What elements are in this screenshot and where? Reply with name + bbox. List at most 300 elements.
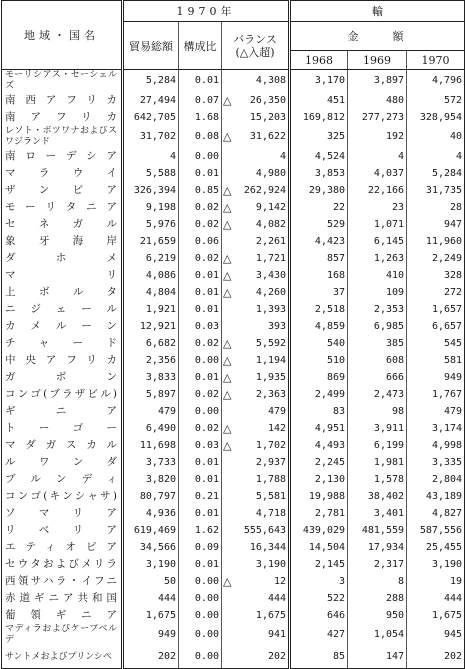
trade-total-cell: 444 (157, 593, 176, 604)
deficit-marker: △ (223, 371, 232, 384)
amount-1970-cell: 572 (407, 92, 465, 109)
amount-1968-cell: 857 (326, 253, 346, 264)
amount-1970-cell: 3,174 (407, 420, 465, 437)
amount-1968-cell: 2,518 (314, 304, 346, 315)
share-cell: 0.09 (179, 539, 222, 556)
deficit-marker: △ (223, 337, 232, 350)
balance-cell (222, 126, 290, 148)
amount-1969-cell: 8 (348, 573, 407, 590)
region-header (2, 1, 123, 70)
amount-1969-cell: 1,981 (348, 454, 407, 471)
country-name: レソト・ボツワナおよびスワジランド (2, 126, 123, 148)
table-row (2, 437, 465, 454)
amount-1969-cell: 98 (348, 403, 407, 420)
table-row (2, 335, 465, 352)
country-name: ブルンディ (2, 471, 123, 488)
amount-1969-cell: 1,263 (348, 250, 407, 267)
balance-value: 479 (267, 406, 287, 417)
balance-value: 12 (273, 576, 287, 587)
trade-total-cell: 11,698 (139, 440, 176, 451)
balance-value: 1,788 (255, 474, 287, 485)
amount-1969-cell: 147 (348, 646, 407, 669)
balance-cell (222, 386, 290, 403)
amount-1968-cell: 2,499 (314, 389, 346, 400)
trade-total-cell: 642,705 (133, 112, 176, 123)
country-name: コンゴ(ブラザビル) (2, 386, 123, 403)
year-1969-header (348, 51, 407, 70)
share-cell: 0.00 (179, 607, 222, 624)
trade-total-cell: 31,702 (139, 131, 176, 142)
trade-total-cell: 326,394 (133, 185, 176, 196)
amount-1968-cell: 3 (339, 576, 346, 587)
amount-1969-cell: 2,317 (348, 556, 407, 573)
country-name: マダガスカル (2, 437, 123, 454)
table-row (2, 109, 465, 126)
amount-1969-cell: 608 (348, 352, 407, 369)
deficit-marker: △ (223, 269, 232, 282)
year-group-label: 1970年 (176, 5, 236, 18)
amount-1970-cell: 545 (407, 335, 465, 352)
balance-cell (222, 216, 290, 233)
amount-1970-cell: 4 (407, 148, 465, 165)
trade-total-cell: 3,820 (145, 474, 176, 485)
share-cell: 0.00 (179, 590, 222, 607)
trade-table (1, 0, 465, 669)
country-name: カメルーン (2, 318, 123, 335)
country-name: ギニア (2, 403, 123, 420)
country-name: ソマリア (2, 505, 123, 522)
amount-1970-cell: 28 (407, 199, 465, 216)
share-cell: 0.21 (179, 488, 222, 505)
country-name: トーゴー (2, 420, 123, 437)
amount-1970-cell: 4,998 (407, 437, 465, 454)
table-row (2, 250, 465, 267)
balance-value: 31,622 (249, 131, 287, 142)
trade-total-cell: 4 (169, 151, 176, 162)
share-cell: 0.01 (179, 369, 222, 386)
trade-total-cell: 3,733 (145, 457, 176, 468)
amount-1968-cell: 4,493 (314, 440, 346, 451)
deficit-marker: △ (223, 575, 232, 588)
amount-1970-cell: 587,556 (407, 522, 465, 539)
balance-cell (222, 352, 290, 369)
amount-1968-cell: 869 (326, 372, 346, 383)
share-cell: 0.02 (179, 420, 222, 437)
amount-1969-cell: 3,897 (348, 70, 407, 93)
amount-1968-cell: 540 (326, 338, 346, 349)
share-cell: 0.08 (179, 126, 222, 148)
country-name: 赤道ギニア共和国 (2, 590, 123, 607)
table-row (2, 369, 465, 386)
share-cell: 0.01 (179, 505, 222, 522)
amount-1968-cell: 2,130 (314, 474, 346, 485)
amount-1970-cell: 31,735 (407, 182, 465, 199)
table-row (2, 267, 465, 284)
balance-cell (222, 590, 290, 607)
amount-1970-cell: 43,189 (407, 488, 465, 505)
table-row (2, 607, 465, 624)
amount-1968-cell: 85 (290, 646, 348, 669)
balance-cell (222, 556, 290, 573)
balance-value: 4,980 (255, 168, 287, 179)
amount-1969-cell: 2,473 (348, 386, 407, 403)
balance-value: 4,082 (255, 219, 287, 230)
table-row (2, 148, 465, 165)
import-group-header (290, 1, 465, 22)
amount-1970-cell: 40 (407, 126, 465, 148)
share-cell: 0.02 (179, 216, 222, 233)
table-row (2, 301, 465, 318)
year-1970-label: 1970 (421, 53, 450, 67)
balance-value: 5,592 (255, 338, 287, 349)
balance-value: 393 (267, 321, 287, 332)
amount-1968-cell: 2,245 (314, 457, 346, 468)
balance-value: 444 (267, 593, 287, 604)
deficit-marker: △ (223, 388, 232, 401)
amount-1970-cell: 4,827 (407, 505, 465, 522)
amount-1968-cell: 529 (326, 219, 346, 230)
amount-1969-cell: 109 (348, 284, 407, 301)
balance-cell (222, 233, 290, 250)
share-cell: 0.01 (179, 301, 222, 318)
table-row (2, 420, 465, 437)
amount-1969-cell: 17,934 (348, 539, 407, 556)
deficit-marker: △ (223, 354, 232, 367)
share-cell: 0.01 (179, 267, 222, 284)
amount-1969-cell: 1,578 (348, 471, 407, 488)
balance-cell (222, 403, 290, 420)
deficit-marker: △ (223, 184, 232, 197)
trade-total-label: 貿易総額 (129, 39, 173, 53)
balance-cell (222, 369, 290, 386)
amount-1970-cell: 947 (407, 216, 465, 233)
amount-1968-cell: 2,145 (314, 559, 346, 570)
year-1968-header (290, 51, 348, 70)
amount-1969-cell: 1,071 (348, 216, 407, 233)
amount-1969-cell: 385 (348, 335, 407, 352)
balance-value: 1,721 (255, 253, 287, 264)
share-cell: 0.00 (179, 403, 222, 420)
amount-1969-cell: 4 (348, 148, 407, 165)
deficit-marker: △ (223, 94, 232, 107)
table-row (2, 386, 465, 403)
table-row (2, 403, 465, 420)
import-group-label: 輸 (372, 5, 384, 18)
share-cell: 0.01 (179, 454, 222, 471)
table-row (2, 182, 465, 199)
amount-1970-cell: 11,960 (407, 233, 465, 250)
country-name: 南アフリカ (2, 109, 123, 126)
amount-1968-cell: 427 (326, 629, 346, 640)
amount-1969-cell: 4,037 (348, 165, 407, 182)
trade-total-cell: 50 (163, 576, 176, 587)
country-name: モーリタニア (2, 199, 123, 216)
trade-total-cell: 5,976 (145, 219, 176, 230)
country-name: モーリシアス・セーシェルズ (2, 70, 123, 93)
balance-cell (222, 301, 290, 318)
deficit-marker: △ (223, 130, 232, 143)
share-cell: 0.00 (179, 352, 222, 369)
balance-value: 4,260 (255, 287, 287, 298)
amount-1968-cell: 4,859 (314, 321, 346, 332)
share-cell: 0.01 (179, 556, 222, 573)
table-row (2, 352, 465, 369)
balance-value: 2,363 (255, 389, 287, 400)
balance-value: 3,190 (255, 559, 287, 570)
amount-1969-cell: 3,401 (348, 505, 407, 522)
amount-1969-cell: 6,145 (348, 233, 407, 250)
amount-1970-cell: 949 (407, 369, 465, 386)
amount-1969-cell: 666 (348, 369, 407, 386)
amount-1968-cell: 83 (332, 406, 346, 417)
amount-1968-cell: 37 (332, 287, 346, 298)
balance-cell (222, 250, 290, 267)
balance-cell (222, 335, 290, 352)
trade-total-cell: 5,284 (145, 75, 176, 86)
amount-1969-cell: 950 (348, 607, 407, 624)
amount-1970-cell: 1,657 (407, 301, 465, 318)
balance-value: 1,194 (255, 355, 287, 366)
balance-cell (222, 522, 290, 539)
balance-cell (222, 165, 290, 182)
amount-1969-cell: 1,054 (348, 624, 407, 646)
amount-1968-cell: 646 (326, 610, 346, 621)
trade-total-cell: 1,921 (145, 304, 176, 315)
amount-1968-cell: 522 (326, 593, 346, 604)
trade-total-cell: 3,190 (145, 559, 176, 570)
trade-total-cell: 12,921 (139, 321, 176, 332)
amount-1970-cell: 328,954 (407, 109, 465, 126)
balance-value: 555,643 (243, 525, 287, 536)
share-cell: 0.02 (179, 386, 222, 403)
balance-cell (222, 420, 290, 437)
amount-1968-cell: 29,380 (308, 185, 346, 196)
share-cell: 0.00 (179, 573, 222, 590)
table-row (2, 92, 465, 109)
deficit-marker: △ (223, 252, 232, 265)
year-1970-header (407, 51, 465, 70)
share-label: 構成比 (183, 39, 217, 53)
amount-1969-cell: 3,911 (348, 420, 407, 437)
table-row (2, 126, 465, 148)
share-cell: 0.02 (179, 335, 222, 352)
country-name: 南ローデシア (2, 148, 123, 165)
amount-1970-cell: 1,767 (407, 386, 465, 403)
deficit-marker: △ (223, 201, 232, 214)
trade-total-cell: 21,659 (139, 236, 176, 247)
amount-1968-cell: 14,504 (308, 542, 346, 553)
table-row (2, 556, 465, 573)
balance-value: 1,935 (255, 372, 287, 383)
amount-1968-cell: 3,170 (314, 75, 346, 86)
country-name: セネガル (2, 216, 123, 233)
amount-1970-cell: 4,796 (407, 70, 465, 93)
balance-cell (222, 318, 290, 335)
amount-header (290, 22, 465, 51)
balance-value: 1,702 (255, 440, 287, 451)
year-1969-label: 1969 (363, 53, 392, 67)
country-name: セウタおよびメリラ (2, 556, 123, 573)
amount-1970-cell: 25,455 (407, 539, 465, 556)
amount-1969-cell: 480 (348, 92, 407, 109)
share-cell: 0.06 (179, 233, 222, 250)
balance-value: 15,203 (249, 112, 287, 123)
country-name: エティオピア (2, 539, 123, 556)
balance-cell (222, 199, 290, 216)
share-cell: 0.07 (179, 92, 222, 109)
trade-total-cell: 1,675 (145, 610, 176, 621)
share-cell: 0.02 (179, 199, 222, 216)
amount-1968-cell: 169,812 (302, 112, 346, 123)
amount-1968-cell: 510 (326, 355, 346, 366)
table-row (2, 488, 465, 505)
amount-1968-cell: 325 (326, 131, 346, 142)
table-row (2, 471, 465, 488)
amount-1968-cell: 19,988 (308, 491, 346, 502)
balance-value: 3,430 (255, 270, 287, 281)
amount-1968-cell: 4,951 (314, 423, 346, 434)
amount-1970-cell: 5,284 (407, 165, 465, 182)
amount-1969-cell: 6,199 (348, 437, 407, 454)
amount-1970-cell: 479 (407, 403, 465, 420)
amount-1970-cell: 444 (407, 590, 465, 607)
balance-cell (222, 488, 290, 505)
balance-cell (222, 607, 290, 624)
amount-1970-cell: 2,804 (407, 471, 465, 488)
table-row (2, 539, 465, 556)
table-row (2, 70, 465, 93)
table-row (2, 284, 465, 301)
share-cell: 1.68 (179, 109, 222, 126)
balance-value: 9,142 (255, 202, 287, 213)
year-1968-label: 1968 (305, 53, 334, 67)
country-name: ダホメ (2, 250, 123, 267)
country-name: 中央アフリカ (2, 352, 123, 369)
balance-value: 5,581 (255, 491, 287, 502)
amount-1970-cell: 945 (407, 624, 465, 646)
trade-total-cell: 5,588 (145, 168, 176, 179)
country-name: 象牙海岸 (2, 233, 123, 250)
amount-1970-cell: 1,675 (407, 607, 465, 624)
country-name: マリ (2, 267, 123, 284)
amount-1969-cell: 288 (348, 590, 407, 607)
deficit-marker: △ (223, 439, 232, 452)
balance-value: 142 (267, 423, 287, 434)
deficit-marker: △ (223, 218, 232, 231)
amount-1969-cell: 22,166 (348, 182, 407, 199)
balance-value: 202 (267, 651, 287, 662)
region-header-label: 地域・国名 (24, 29, 99, 42)
share-header (179, 22, 222, 70)
trade-total-cell: 6,490 (145, 423, 176, 434)
deficit-marker: △ (223, 422, 232, 435)
balance-cell (222, 109, 290, 126)
trade-total-cell: 27,494 (139, 95, 176, 106)
table-row (2, 505, 465, 522)
share-cell: 0.00 (179, 646, 222, 669)
table-row (2, 573, 465, 590)
amount-1970-cell: 272 (407, 284, 465, 301)
country-name: ルワンダ (2, 454, 123, 471)
share-cell: 0.01 (179, 165, 222, 182)
amount-1970-cell: 3,335 (407, 454, 465, 471)
table-row (2, 590, 465, 607)
deficit-marker: △ (223, 286, 232, 299)
balance-value: 16,344 (249, 542, 287, 553)
trade-total-cell: 9,198 (145, 202, 176, 213)
country-name: マディラおよびケープベルデ (2, 624, 123, 646)
trade-total-cell: 5,897 (145, 389, 176, 400)
trade-total-cell: 6,682 (145, 338, 176, 349)
balance-value: 1,393 (255, 304, 287, 315)
trade-total-cell: 3,833 (145, 372, 176, 383)
balance-cell (222, 646, 290, 669)
country-name: 西領サハラ・イフニ (2, 573, 123, 590)
balance-cell (222, 284, 290, 301)
amount-1970-cell: 2,249 (407, 250, 465, 267)
balance-value: 941 (267, 629, 287, 640)
balance-cell (222, 539, 290, 556)
country-name: マラウイ (2, 165, 123, 182)
table-row (2, 624, 465, 646)
trade-total-cell: 4,086 (145, 270, 176, 281)
amount-1968-cell: 4,423 (314, 236, 346, 247)
trade-total-header (123, 22, 179, 70)
country-name: コンゴ(キンシャサ) (2, 488, 123, 505)
amount-1968-cell: 22 (332, 202, 346, 213)
balance-cell (222, 182, 290, 199)
balance-cell (222, 437, 290, 454)
balance-value: 4 (280, 151, 287, 162)
share-cell: 0.02 (179, 250, 222, 267)
balance-cell (222, 471, 290, 488)
trade-total-cell: 202 (123, 646, 179, 669)
balance-cell (222, 573, 290, 590)
country-name: ニジェール (2, 301, 123, 318)
table-row (2, 199, 465, 216)
share-cell: 0.01 (179, 70, 222, 93)
balance-cell (222, 70, 290, 93)
share-cell: 0.03 (179, 318, 222, 335)
share-cell: 0.85 (179, 182, 222, 199)
trade-total-cell: 479 (157, 406, 176, 417)
amount-1970-cell: 581 (407, 352, 465, 369)
trade-total-cell: 4,804 (145, 287, 176, 298)
balance-value: 2,261 (255, 236, 287, 247)
amount-1969-cell: 410 (348, 267, 407, 284)
trade-total-cell: 619,469 (133, 525, 176, 536)
amount-1968-cell: 2,781 (314, 508, 346, 519)
trade-total-cell: 34,566 (139, 542, 176, 553)
amount-1969-cell: 23 (348, 199, 407, 216)
amount-1969-cell: 192 (348, 126, 407, 148)
amount-1968-cell: 168 (326, 270, 346, 281)
trade-total-cell: 2,356 (145, 355, 176, 366)
share-cell: 0.00 (179, 148, 222, 165)
balance-cell (222, 454, 290, 471)
table-row (2, 454, 465, 471)
balance-cell (222, 92, 290, 109)
share-cell: 0.00 (179, 624, 222, 646)
amount-1970-cell: 6,657 (407, 318, 465, 335)
amount-1969-cell: 481,559 (348, 522, 407, 539)
amount-1970-cell: 328 (407, 267, 465, 284)
table-row (2, 646, 465, 669)
share-cell: 0.01 (179, 284, 222, 301)
country-name: 上ボルタ (2, 284, 123, 301)
country-name: 葡領ギニア (2, 607, 123, 624)
amount-1968-cell: 4,524 (314, 151, 346, 162)
